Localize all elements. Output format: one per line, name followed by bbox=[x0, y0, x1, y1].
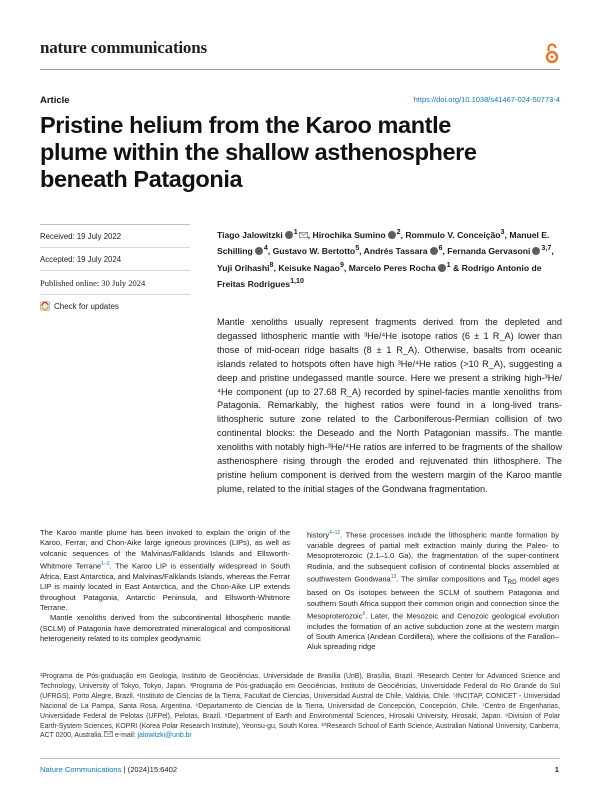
affiliations bbox=[40, 672, 560, 741]
orcid-icon[interactable] bbox=[388, 231, 396, 239]
accepted-date: Accepted: 19 July 2024 bbox=[40, 248, 190, 271]
citation-link[interactable]: 6 bbox=[362, 610, 366, 617]
author-name[interactable]: Andrés Tassara bbox=[363, 246, 428, 257]
mail-icon[interactable] bbox=[299, 232, 308, 238]
email-link[interactable]: jalowitzki@unb.br bbox=[137, 732, 192, 740]
orcid-icon[interactable] bbox=[532, 247, 540, 255]
article-type: Article bbox=[40, 95, 70, 106]
doi-link[interactable]: https://doi.org/10.1038/s41467-024-50773-4 bbox=[413, 95, 560, 104]
author-separator: , bbox=[359, 246, 364, 257]
author-name[interactable]: Yuji Orihashi bbox=[217, 262, 270, 273]
author-name[interactable]: Manuel E. Schilling bbox=[217, 229, 550, 257]
author-list bbox=[217, 226, 562, 292]
author-affiliation: 6 bbox=[438, 244, 443, 253]
body-text: The Karoo mantle plume has been invoked to explain the origin of the Karoo, Ferrar, and Chon-Aike large igneous provinces (LIPs), as well as volcanic sequences of the Malvinas/Falklands Islands and Ellsworth-Whitmore Terrane bbox=[40, 528, 290, 571]
author-separator: & bbox=[450, 262, 462, 273]
author-name[interactable]: Gustavo W. Bertotto bbox=[272, 246, 356, 257]
body-text: history bbox=[307, 530, 330, 540]
check-for-updates-icon bbox=[40, 301, 50, 311]
author-name[interactable]: Tiago Jalowitzki bbox=[217, 229, 283, 240]
author-separator: , bbox=[307, 229, 313, 240]
author-affiliation: 9 bbox=[339, 260, 344, 269]
body-paragraph: Mantle xenoliths derived from the subcontinental lithospheric mantle (SCLM) of Patagonia have demonstrated mineralogical and compositional heterogeneity related to its complex geodynamic bbox=[40, 613, 290, 643]
author-affiliation: 1 bbox=[446, 260, 451, 269]
author-name[interactable]: Fernanda Gervasoni bbox=[447, 246, 531, 257]
author-name[interactable]: Hirochika Sumino bbox=[312, 229, 386, 240]
body-text: . The Karoo LIP is essentially widespread in South Africa, East Antarctica, and Malvinas/Falklands Islands, whereas the Ferrar LIP is mainly located in East Antarctica, and the Chon-Aike LIP extends throughout Patagonia, Antarctic Peninsula, and Ellsworth-Whitmore Terrane. bbox=[40, 561, 291, 612]
body-paragraph bbox=[307, 528, 559, 653]
footer-citation bbox=[40, 765, 177, 774]
author-affiliation: 3,7 bbox=[541, 244, 552, 253]
body-paragraph bbox=[40, 528, 290, 613]
author-separator: , bbox=[343, 262, 347, 273]
author-affiliation: 5 bbox=[355, 244, 360, 253]
footer-rule bbox=[40, 758, 560, 759]
header-rule bbox=[40, 69, 560, 70]
affiliation-text: ¹Programa de Pós-graduação em Geologia, Instituto de Geociências, Universidade de Brasília (UnB), Brasília, Brazil. ²Research Center for Advanced Science and Technology, University of Tokyo, Tokyo, Japan. ³Programa de Pós-graduação em Geociências, Instituto de Geociências, Universidade Federal do Rio Grande do Sul (UFRGS), Porto Alegre, Brazil. ⁴Instituto de Ciencias de la Tierra, Facultad de Ciencias, Universidad Austral de Chile, Valdivia, Chile. ⁵INCITAP, CONICET - Universidad Nacional de La Pampa, Santa Rosa, Argentina. ⁶Departamento de Ciencias de la Tierra, Universidad de Concepción, Concepción, Chile. ⁷Centro de Engenharias, Universidade Federal de Pelotas (UFPel), Pelotas, Brazil. ⁸Department of Earth and Environmental Sciences, Hirosaki University, Hirosaki, Japan. ⁹Division of Polar Earth-System Sciences, KOPRI (Korea Polar Research Institute), Yeonsu-gu, South Korea. ¹⁰Research School of Earth Science, Australian National University, Canberra, ACT 0200, Australia. bbox=[40, 673, 560, 740]
received-date: Received: 19 July 2022 bbox=[40, 225, 190, 248]
orcid-icon[interactable] bbox=[285, 231, 293, 239]
author-separator: , bbox=[273, 262, 279, 273]
page-number: 1 bbox=[554, 765, 559, 774]
abstract: Mantle xenoliths usually represent fragments derived from the depleted and degassed lithospheric mantle with ³He/⁴He isotope ratios (6 ± 1 R_A) lower than those of mid-ocean ridge basalts (8 ± 1 R_A). Otherwise, basalts from oceanic islands related to hotspots often have high ³He/⁴He ratios (>10 R_A), suggesting a deep and pristine undegassed mantle source. Here we present a striking high-³He/⁴He component (up to 27.68 R_A) recorded by spinel-facies mantle xenoliths from Patagonia. Remarkably, the highest ratios were found in a long-lived trans-lithospheric suture zone related to the Carboniferous-Permian collision of two continental blocks: the Deseado and the North Patagonian massifs. The mantle xenoliths with notably high-³He/⁴He ratios are inferred to be fragments of the shallow asthenosphere rising through the eroded and rejuvenated thin lithosphere. The pristine helium component is derived from the western margin of the Karoo mantle plume, related to the initial stages of the Gondwana fragmentation. bbox=[217, 317, 562, 494]
author-affiliation: 2 bbox=[396, 228, 401, 236]
author-affiliation: 4 bbox=[263, 244, 268, 253]
footer-journal-link[interactable]: Nature Communications bbox=[40, 765, 122, 774]
author-name[interactable]: Marcelo Peres Rocha bbox=[348, 262, 436, 273]
published-date: Published online: 30 July 2024 bbox=[40, 271, 190, 295]
author-affiliation: 3 bbox=[500, 228, 505, 236]
author-name[interactable]: Keisuke Nagao bbox=[278, 262, 340, 273]
author-affiliation: 1,10 bbox=[290, 277, 305, 286]
author-separator: , bbox=[400, 229, 406, 240]
open-access-icon[interactable] bbox=[545, 42, 559, 64]
orcid-icon[interactable] bbox=[430, 247, 438, 255]
footer-volume: | (2024)15:6402 bbox=[121, 765, 178, 774]
body-text: . These processes include the lithospheric mantle formation by variable degrees of partial melt extraction mainly during the Paleo- to Mesoproterozoic (2.1–1.0 Ga), the fragmentation of the super-continent Rodinia, and the subsequent collision of continental blocks assembled at southwestern Gondwana bbox=[307, 530, 559, 584]
author-separator: , bbox=[504, 229, 507, 240]
body-text: . The similar compositions and T bbox=[396, 574, 508, 584]
author-name[interactable]: Rommulo V. Conceição bbox=[405, 229, 501, 240]
email-label: e-mail: bbox=[113, 732, 138, 740]
citation-link[interactable]: 13 bbox=[390, 573, 397, 580]
body-column-right bbox=[307, 528, 559, 653]
article-title: Pristine helium from the Karoo mantle plume within the shallow asthenosphere beneath Patagonia bbox=[40, 112, 477, 192]
orcid-icon[interactable] bbox=[438, 264, 446, 272]
author-separator: , bbox=[442, 246, 445, 257]
check-for-updates-button[interactable] bbox=[40, 295, 190, 311]
subscript-text: RD bbox=[507, 578, 517, 586]
publication-dates bbox=[40, 224, 190, 311]
orcid-icon[interactable] bbox=[255, 247, 263, 255]
body-column-left bbox=[40, 528, 290, 644]
author-affiliation: 1 bbox=[293, 228, 298, 236]
citation-link[interactable]: 1–3 bbox=[101, 561, 110, 568]
journal-name: nature communications bbox=[40, 38, 207, 57]
author-separator: , bbox=[551, 246, 554, 257]
body-text: . Later, the Mesozoic and Cenozoic geological evolution includes the formation of an active subduction zone at the western margin of South America (Andean Cordillera), where the collisions of the Farallon–Aluk spreading ridge bbox=[307, 611, 559, 652]
mail-icon bbox=[104, 731, 113, 737]
author-separator: , bbox=[267, 246, 273, 257]
citation-link[interactable]: 4–12 bbox=[329, 530, 341, 536]
author-affiliation: 8 bbox=[269, 260, 274, 269]
author-name[interactable]: Rodrigo Antonio de Freitas Rodrigues bbox=[217, 262, 542, 290]
check-for-updates-label: Check for updates bbox=[54, 301, 119, 311]
body-text: model ages based on Os isotopes between the SCLM of southern Patagonia and southern South Africa support their common origin and connection since the Mesoproterozoic bbox=[307, 574, 560, 621]
